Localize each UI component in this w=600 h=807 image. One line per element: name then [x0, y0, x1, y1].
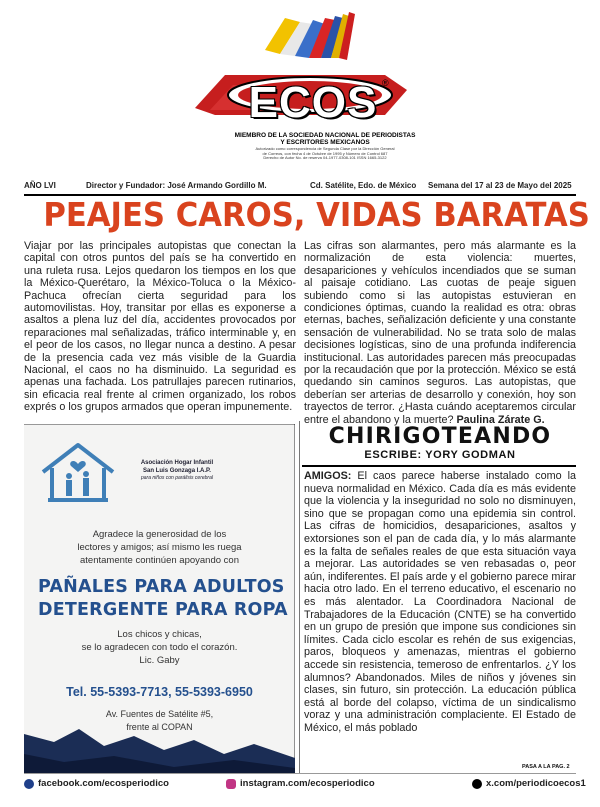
fine-print-line-1: Autorizado como correspondencia de Segunda Clase por la Dirección General [255, 146, 395, 151]
ad-address [38, 708, 281, 734]
article-column-left [24, 240, 296, 420]
ad-body-text [38, 528, 281, 567]
ad-address-line-2: frente al COPAN [126, 722, 193, 732]
tagline-line-1: MIEMBRO DE LA SOCIEDAD NACIONAL DE PERIODISTAS [234, 132, 416, 139]
ad-body-line-3: atentamente continúen apoyando con [80, 555, 239, 566]
director-credit: Director y Fundador: José Armando Gordillo M. [86, 181, 267, 190]
column-text: El caos parece haberse instalado como la nueva normalidad en México. Cada día es más evidente que la violencia y la inseguridad no solo no disminuyen, sino que se propagan como una epidemia sin control. Las cifras de homicidios, desapariciones, asaltos y extorsiones son el pan de cada día, y lo más alarmante es la falta de señales reales de que esta situación vaya a mejorar. Las autoridades se ven rebasadas o, peor aún, indiferentes. El país arde y el gobierno parece mirar hacia otro lado. En el terreno educativo, el escenario no es más alentador. La Coordinadora Nacional de Trabajadores de la Educación (CNTE) se ha convertido en un grupo de presión que impone sus condiciones sin límites. Cada ciclo escolar es rehén de sus exigencias, paros, bloqueos y amenazas, mientras el gobierno accede sin resistencia, temeroso de enfrentarlos. ¿Y los alumnos? Abandonados. Miles de niños y jóvenes sin clases, sin futuro, sin protección. La educación pública está al borde del colapso, víctima de un sindicalismo voraz y una administración complaciente. El Estado de México, el más poblado [304, 470, 577, 734]
ad-body-line-1: Agradece la generosidad de los [92, 529, 227, 540]
main-headline: PEAJES CAROS, VIDAS BARATAS [43, 195, 590, 234]
instagram-icon [226, 779, 236, 789]
registered-mark: ® [382, 78, 389, 88]
instagram-link[interactable] [226, 778, 375, 789]
bottom-divider [24, 773, 576, 774]
masthead-tagline [230, 132, 420, 146]
masthead [0, 0, 600, 178]
masthead-fine-print [230, 147, 420, 161]
article-right-text: Las cifras son alarmantes, pero más alarmante es la normalización de esta violencia: muertes, desapariciones y vehículos incendiados que se suman al paisaje cotidiano. Las cuotas de peaje siguen subiendo como si las autopistas estuvieran en condiciones óptimas, cuando la realidad es otra: obras eternas, baches, señalización deficiente y una constante sensación de vulnerabilidad. No se trata solo de malas decisiones logísticas, sino de una profunda indiferencia institucional. Las autoridades parecen más preocupadas por la recaudación que por la protección. México se está quedando sin caminos seguros. Las autopistas, que deberían ser arterias de desarrollo y conexión, hoy son trayectos de terror. ¿Hasta cuándo aceptaremos circular entre el abandono y la muerte? [304, 240, 576, 426]
x-link[interactable] [472, 778, 586, 789]
issue-city: Cd. Satélite, Edo. de México [310, 181, 417, 190]
column-byline: ESCRIBE: YORY GODMAN [364, 449, 516, 461]
x-handle: x.com/periodicoecos1 [486, 778, 586, 789]
ad-organization [117, 460, 237, 483]
ad-org-line-2: San Luis Gonzaga I.A.P. [143, 467, 211, 474]
issue-week: Semana del 17 al 23 de Mayo del 2025 [428, 181, 572, 190]
x-icon [472, 779, 482, 789]
column-title-rule [302, 465, 576, 467]
column-title: CHIRIGOTEANDO [328, 424, 552, 449]
ad-item-diapers: PAÑALES PARA ADULTOS [38, 577, 285, 597]
column-lead: AMIGOS: [304, 470, 352, 482]
ad-org-line-3: para niños con parálisis cerebral [141, 475, 213, 481]
continue-note: PASA A LA PAG. 2 [522, 764, 570, 770]
column-divider [299, 421, 300, 773]
article-left-text: Viajar por las principales autopistas que conectan la capital con otros puntos del país se ha convertido en una ruleta rusa. Lejos quedaron los tiempos en los que la México-Querétaro, la México-Toluca o la México-Pachuca ofrecían cierta seguridad para los automovilistas. Hoy, transitar por ellas es exponerse a asaltos a plena luz del día, accidentes provocados por reparaciones mal señalizadas, tráfico interminable y, en el peor de los casos, no llegar nunca a destino. A pesar de la presencia cada vez más visible de la Guardia Nacional, el caos no ha disminuido. La seguridad es apenas una fachada. Los patrullajes parecen rutinarios, sin eficacia real frente al crimen organizado, los robos exprés o los grupos armados que operan impunemente. [24, 240, 296, 414]
ad-phone: Tel. 55-5393-7713, 55-5393-6950 [66, 685, 253, 699]
article-column-right [304, 240, 576, 426]
fine-print-line-3: Derecho de Autor No. de reserva 04-1977-0308-101 ISSN 1665-3122 [263, 155, 387, 161]
ad-thanks [38, 628, 281, 667]
tagline-line-2: Y ESCRITORES MEXICANOS [280, 139, 370, 146]
instagram-handle: instagram.com/ecosperiodico [240, 778, 375, 789]
facebook-handle: facebook.com/ecosperiodico [38, 778, 169, 789]
ad-body-line-2: lectores y amigos; así mismo les ruega [77, 542, 242, 553]
ad-thanks-line-2: se lo agradecen con todo el corazón. [81, 642, 238, 653]
ad-org-line-1: Asociación Hogar Infantil [140, 460, 214, 466]
facebook-icon [24, 779, 34, 789]
issue-year: AÑO LVI [24, 181, 56, 190]
issue-info-bar [24, 181, 576, 193]
ad-thanks-line-3: Lic. Gaby [139, 655, 180, 666]
ad-item-detergent: DETERGENTE PARA ROPA [38, 600, 288, 620]
social-footer [0, 778, 600, 796]
facebook-link[interactable] [24, 778, 169, 789]
ad-address-line-1: Av. Fuentes de Satélite #5, [105, 709, 214, 719]
fine-print-line-2: de Correos, con fecha 4 de Octubre de 1995 y Número de Control 687 [262, 150, 388, 156]
house-family-icon [38, 440, 118, 510]
ad-thanks-line-1: Los chicos y chicas, [117, 629, 202, 640]
article-signature: Paulina Zárate G. [456, 413, 545, 426]
ecos-logo-text: ECOS [248, 78, 378, 127]
column-body [304, 470, 576, 768]
